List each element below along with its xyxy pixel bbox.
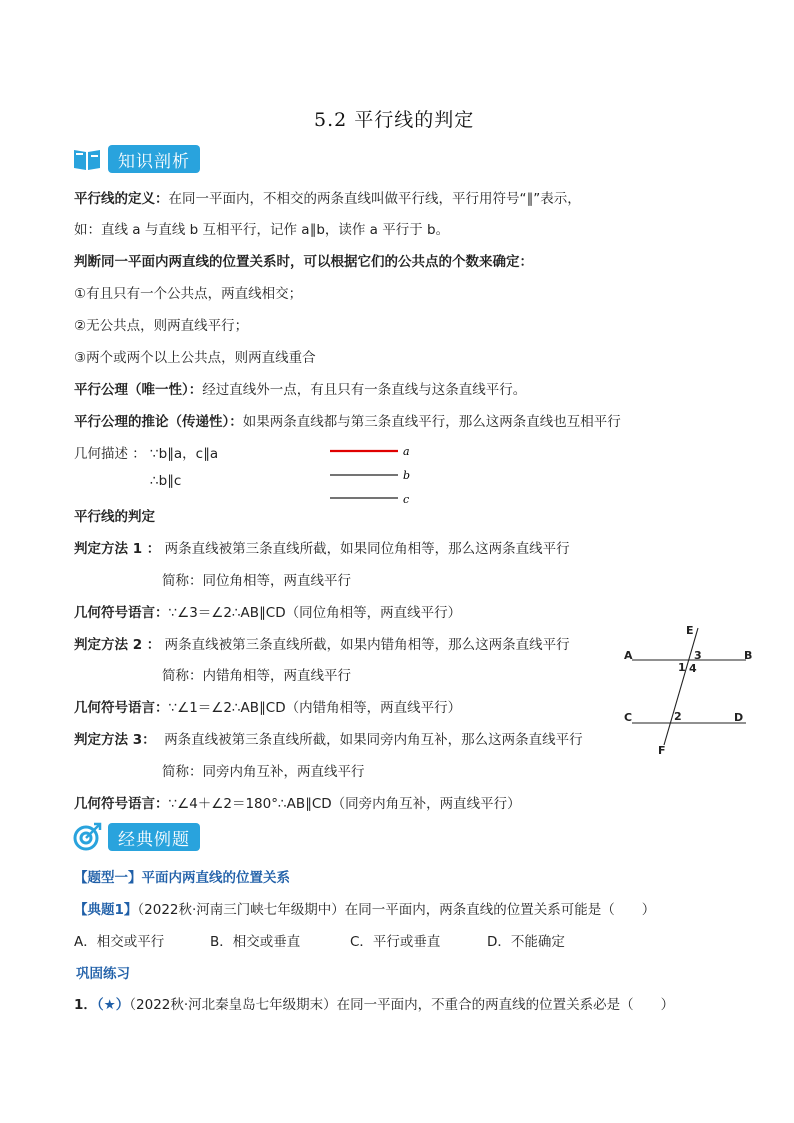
axiom-line [74,378,526,398]
label-f: F [658,744,666,757]
section-banner-knowledge [72,143,200,175]
case-3: ③两个或两个以上公共点，则两直线重合 [74,350,316,366]
method-3-symbol-line [74,792,521,812]
angle-3: 3 [694,649,702,662]
angle-4: 4 [689,662,697,675]
geo-desc-label: 几何描述 ： [74,446,146,462]
method-3-label: 判定方法 3： [74,732,156,748]
method-3-line [74,728,583,748]
label-c-point: C [624,711,633,724]
transversal-figure [620,620,760,760]
label-b: b [403,469,411,482]
method-1-short: 简称：同位角相等，两直线平行 [162,573,351,589]
case-2: ②无公共点，则两直线平行； [74,318,249,334]
method-1-label: 判定方法 1 ： [74,541,161,557]
label-a: a [403,445,410,458]
example-1-text: （2022秋·河南三门峡七年级期中）在同一平面内，两条直线的位置关系可能是（ ） [137,902,656,918]
definition-text: 在同一平面内，不相交的两条直线叫做平行线，平行用符号“∥”表示， [168,191,581,207]
label-c: c [403,493,410,506]
option-a: A．相交或平行 [74,934,165,950]
case-1: ①有且只有一个公共点，两直线相交； [74,286,303,302]
difficulty-star-icon: （★） [96,997,130,1013]
example-line: 如：直线 a 与直线 b 互相平行，记作 a∥b，读作 a 平行于 b。 [74,222,450,238]
corollary-line [74,410,621,430]
example-1-tag: 【典题1】 [74,902,138,918]
method-1-symbol-line [74,601,461,621]
corollary-text: 如果两条直线都与第三条直线平行，那么这两条直线也互相平行 [242,414,621,430]
label-b-point: B [744,649,753,662]
method-3-short: 简称：同旁内角互补，两直线平行 [162,764,365,780]
angle-1: 1 [678,661,686,674]
line-ef [664,628,698,745]
question-type-1: 【题型一】平面内两直线的位置关系 [74,870,290,886]
example-1-line [74,898,655,918]
target-icon [72,822,102,852]
definition-label: 平行线的定义： [74,191,169,207]
option-c: C．平行或垂直 [350,934,441,950]
page-title: 5.2 平行线的判定 [314,109,475,131]
book-icon [72,146,102,172]
method-1-symbol: ∵∠3＝∠2∴AB∥CD（同位角相等，两直线平行） [168,605,462,621]
axiom-label: 平行公理（唯一性）： [74,382,203,398]
parallel-lines-figure [325,440,420,510]
method-3-symbol: ∵∠4＋∠2＝180°∴AB∥CD（同旁内角互补，两直线平行） [168,796,521,812]
method-1-symbol-label: 几何符号语言： [74,605,169,621]
question-text: （2022秋·河北秦皇岛七年级期末）在同一平面内，不重合的两直线的位置关系必是（ ） [129,997,675,1013]
judge-intro: 判断同一平面内两直线的位置关系时，可以根据它们的公共点的个数来确定： [74,254,533,270]
judge-heading: 平行线的判定 [74,509,155,525]
method-2-symbol: ∵∠1＝∠2∴AB∥CD（内错角相等，两直线平行） [168,700,462,716]
geo-desc-2: ∴b∥c [150,473,182,489]
method-2-symbol-label: 几何符号语言： [74,700,169,716]
section-label: 知识剖析 [108,145,200,173]
label-d-point: D [734,711,744,724]
method-2-line [74,633,570,653]
question-number: 1． [74,997,97,1013]
option-d: D．不能确定 [487,934,565,950]
method-3-text: 两条直线被第三条直线所截，如果同旁内角互补，那么这两条直线平行 [164,732,583,748]
method-1-line [74,537,570,557]
axiom-text: 经过直线外一点，有且只有一条直线与这条直线平行。 [202,382,527,398]
practice-question-1 [74,993,674,1013]
option-b: B．相交或垂直 [210,934,301,950]
label-e: E [686,624,694,637]
angle-2: 2 [674,710,682,723]
label-a-point: A [624,649,633,662]
method-2-label: 判定方法 2 ： [74,637,161,653]
method-3-symbol-label: 几何符号语言： [74,796,169,812]
section-banner-examples [72,821,200,853]
practice-heading: 巩固练习 [76,966,130,982]
definition-line [74,187,581,207]
method-2-text: 两条直线被第三条直线所截，如果内错角相等，那么这两条直线平行 [164,637,570,653]
method-1-text: 两条直线被第三条直线所截，如果同位角相等，那么这两条直线平行 [164,541,570,557]
method-2-short: 简称：内错角相等，两直线平行 [162,668,351,684]
corollary-label: 平行公理的推论（传递性）： [74,414,243,430]
geo-desc-1: ∵b∥a，c∥a [150,446,219,462]
method-2-symbol-line [74,696,461,716]
section-label: 经典例题 [108,823,200,851]
